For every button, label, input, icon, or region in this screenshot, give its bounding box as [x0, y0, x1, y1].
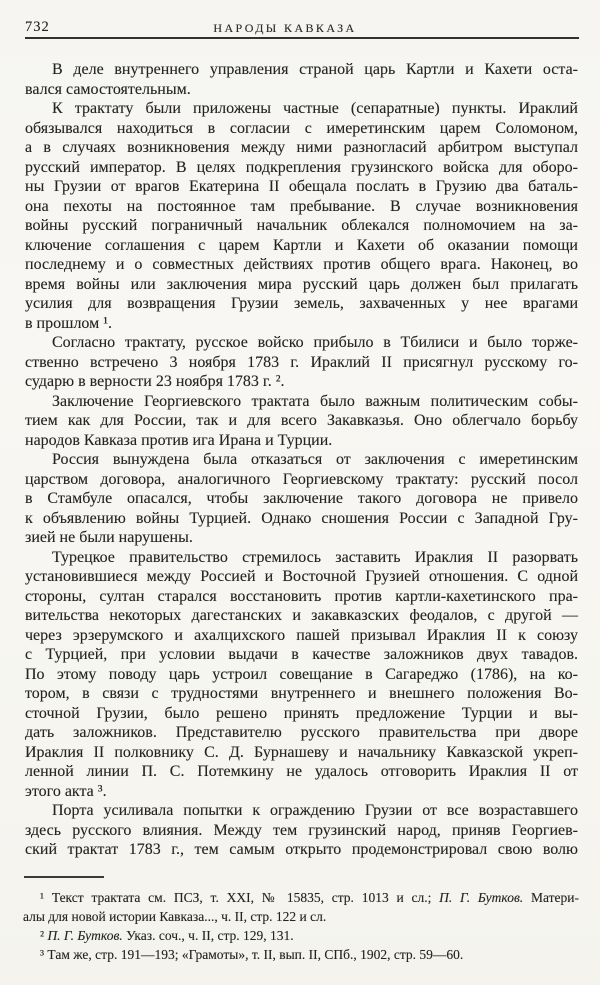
text-line: усилия для возвращения Грузии земель, захваченных у нее врагами	[25, 295, 578, 312]
text-line: она пехоты на постоянное там пребывание. В случае возникновения	[25, 197, 578, 215]
footnote-text: ¹ Текст трактата см. ПСЗ, т. XXI, № 15835, стр. 1013 и сл.;	[40, 890, 440, 905]
text-line: сударю в верности 23 ноября 1783 г. ².	[25, 373, 285, 390]
footnote-line	[23, 926, 579, 945]
text-line: народов Кавказа против ига Ирана и Турции.	[25, 431, 333, 449]
text-line: русский император. В целях подкрепления грузинского войска для оборо-	[25, 158, 578, 176]
text-line: тием как для России, так и для всего Закавказья. Оно облегчало борьбу	[25, 412, 578, 429]
footnote-author: П. Г. Бутков.	[439, 890, 524, 905]
text-line: Турецкое правительство стремилось заставить Ираклия II разорвать	[52, 548, 578, 566]
text-line: здесь русского влияния. Между тем грузинский народ, приняв Георгиев-	[25, 821, 578, 839]
text-line: установившиеся между Россией и Восточной Грузией отношения. С одной	[25, 568, 578, 585]
text-line: в прошлом ¹.	[25, 314, 113, 332]
footnote-line	[23, 907, 579, 926]
footnote-separator	[24, 876, 104, 878]
text-line: к объявлению войны Турцией. Однако сношения России с Западной Гру-	[25, 509, 578, 527]
text-line: Согласно трактату, русское войско прибыло в Тбилиси и было торже-	[52, 334, 578, 351]
footnote-text: алы для новой истории Кавказа..., ч. II, стр. 122 и сл.	[23, 909, 327, 924]
text-line: ленной линии П. С. Потемкину не удалось отговорить Ираклия II от	[25, 763, 578, 780]
text-line: сточной Грузии, было решено принять предложение Турции и вы-	[25, 704, 578, 722]
text-line: через эрзерумского и ахалцихского пашей призывал Ираклия II к союзу	[25, 626, 578, 644]
text-line: в Стамбуле опасался, чтобы заключение такого договора не привело	[25, 490, 578, 507]
footnote-text: Указ. соч., ч. II, стр. 129, 131.	[122, 928, 294, 943]
text-line: Заключение Георгиевского трактата было важным политическим собы-	[52, 392, 578, 410]
text-line: В деле внутреннего управления страной царь Картли и Кахети оста-	[52, 61, 578, 78]
footnote-author: П. Г. Бутков.	[47, 928, 123, 943]
text-line: стороны, султан старался восстановить против картли-кахетинского пра-	[25, 587, 578, 605]
text-line: а в случаях возникновения между ними разногласий арбитром выступал	[25, 139, 578, 156]
text-line: царством договора, аналогичного Георгиевскому трактату: русский посол	[25, 470, 578, 488]
text-line: тором, в связи с трудностями внутреннего и внешнего положения Во-	[25, 685, 578, 702]
text-line: ны Грузии от врагов Екатерина II обещала послать в Грузию два баталь-	[25, 178, 578, 195]
footnotes	[23, 888, 579, 964]
text-line: Порта усиливала попытки к ограждению Грузии от все возраставшего	[52, 802, 578, 819]
text-line: По этому поводу царь устроил совещание в Сагареджо (1786), на ко-	[25, 665, 578, 683]
footnote-text: ³ Там же, стр. 191—193; «Грамоты», т. II, вып. II, СПб., 1902, стр. 59—60.	[40, 947, 464, 962]
text-line: К трактату были приложены частные (сепаратные) пункты. Ираклий	[52, 100, 578, 117]
text-line: ский трактат 1783 г., тем самым открыто продемонстрировал свою волю	[25, 841, 578, 858]
text-line: время войны или заключения мира русский царь должен был прилагать	[25, 275, 578, 293]
header-rule	[25, 37, 579, 39]
text-line: Россия вынуждена была отказаться от заключения с имеретинским	[52, 451, 578, 468]
text-line: последнему и о совместных действиях против общего врага. Наконец, во	[25, 256, 578, 273]
body-text	[25, 60, 578, 860]
text-line: Ираклия II полковнику С. Д. Бурнашеву и начальнику Кавказской укреп-	[25, 743, 578, 761]
text-line: дать заложников. Представителю русского правительства при дворе	[25, 724, 578, 741]
text-line: с Турцией, при условии выдачи в качестве заложников двух тавадов.	[25, 646, 578, 663]
footnote-text: Матери-	[523, 890, 579, 905]
text-line: ственно встречено 3 ноября 1783 г. Ираклий II присягнул русскому го-	[25, 353, 578, 371]
text-line: войны русский пограничный начальник облекался полномочием на за-	[25, 217, 578, 234]
footnote-line	[23, 888, 579, 907]
text-line: вительства некоторых дагестанских и закавказских феодалов, с другой —	[25, 607, 578, 624]
text-line: ключение соглашения с царем Картли и Кахети об оказании помощи	[25, 236, 578, 254]
footnote-line	[23, 945, 579, 964]
page-number: 732	[25, 19, 50, 35]
text-line: этого акта ³.	[25, 782, 107, 800]
running-title: НАРОДЫ КАВКАЗА	[213, 21, 357, 35]
text-line: зией не были нарушены.	[25, 529, 193, 546]
footnote-text: ²	[40, 928, 48, 943]
text-line: обязывался находиться в согласии с имеретинским царем Соломоном,	[25, 119, 578, 137]
text-line: вался самостоятельным.	[25, 80, 191, 98]
